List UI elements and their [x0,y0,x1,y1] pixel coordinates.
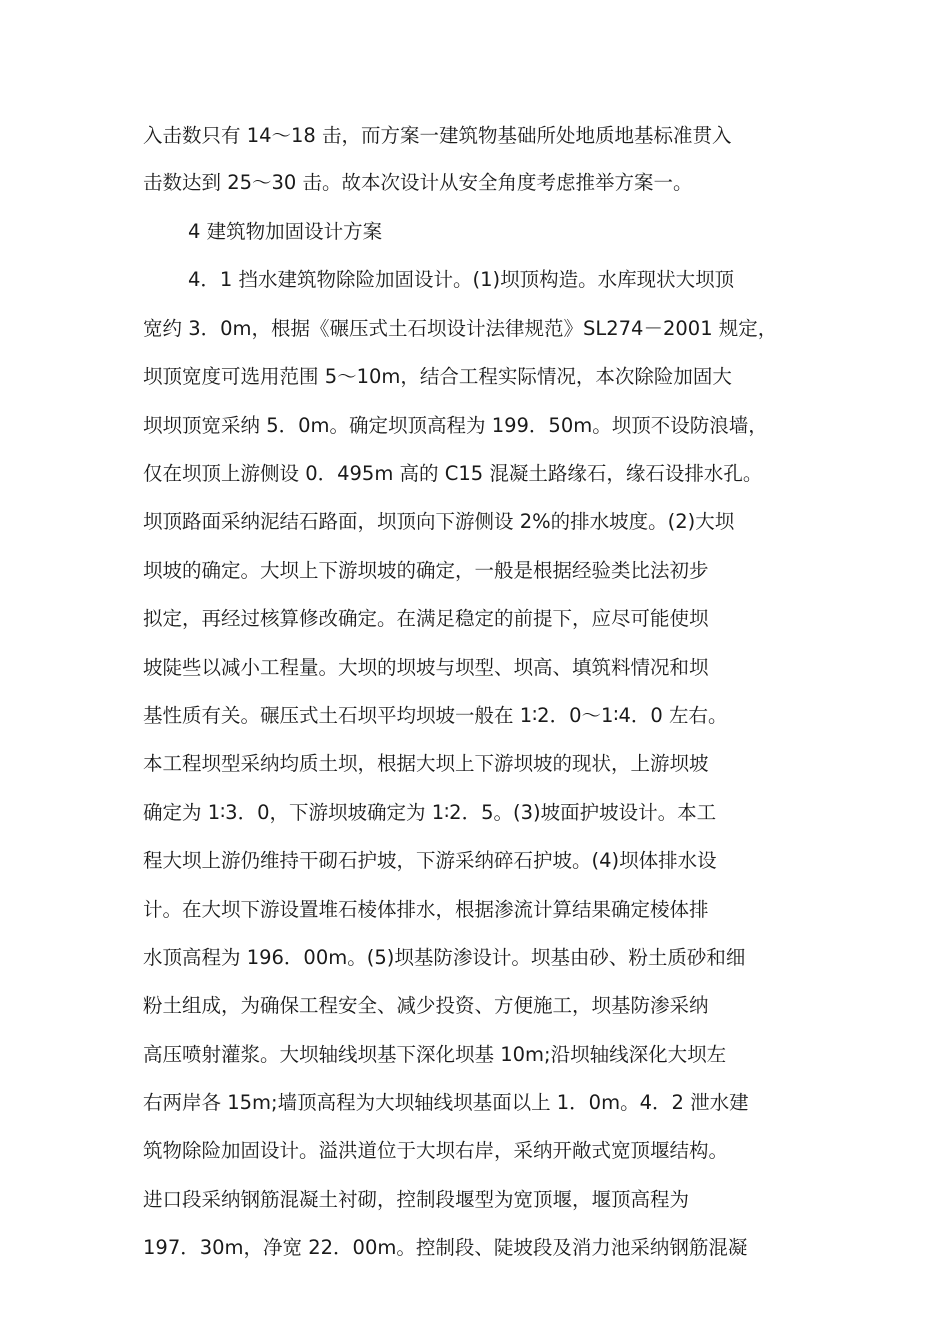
text-line: 程大坝上游仍维持干砌石护坡，下游采纳碎石护坡。(4)坝体排水设 [143,849,717,872]
text-line: 坝顶宽度可选用范围 5～10m，结合工程实际情况，本次除险加固大 [143,365,732,388]
text-line: 确定为 1∶3．0，下游坝坡确定为 1∶2．5。(3)坡面护坡设计。本工 [143,801,717,824]
text-line: 仅在坝顶上游侧设 0．495m 高的 C15 混凝土路缘石，缘石设排水孔。 [143,462,763,485]
text-line: 筑物除险加固设计。溢洪道位于大坝右岸，采纳开敞式宽顶堰结构。 [143,1139,729,1162]
text-line: 粉土组成，为确保工程安全、减少投资、方便施工，坝基防渗采纳 [143,994,709,1017]
text-line: 拟定，再经过核算修改确定。在满足稳定的前提下，应尽可能使坝 [143,607,709,630]
text-line: 本工程坝型采纳均质土坝，根据大坝上下游坝坡的现状，上游坝坡 [143,752,709,775]
text-line: 右两岸各 15m;墙顶高程为大坝轴线坝基面以上 1．0m。4．2 泄水建 [143,1091,749,1114]
text-line: 坝坡的确定。大坝上下游坝坡的确定，一般是根据经验类比法初步 [143,559,709,582]
section-heading: 4 建筑物加固设计方案 [188,220,383,243]
text-line: 进口段采纳钢筋混凝土衬砌，控制段堰型为宽顶堰，堰顶高程为 [143,1188,690,1211]
text-line: 197．30m，净宽 22．00m。控制段、陡坡段及消力池采纳钢筋混凝 [143,1236,748,1259]
text-line: 高压喷射灌浆。大坝轴线坝基下深化坝基 10m;沿坝轴线深化大坝左 [143,1043,727,1066]
text-line: 入击数只有 14～18 击，而方案一建筑物基础所处地质地基标准贯入 [143,124,732,147]
text-line: 坝坝顶宽采纳 5．0m。确定坝顶高程为 199．50m。坝顶不设防浪墙， [143,414,768,437]
text-line: 坡陡些以减小工程量。大坝的坝坡与坝型、坝高、填筑料情况和坝 [143,656,709,679]
text-line: 基性质有关。碾压式土石坝平均坝坡一般在 1∶2．0～1∶4．0 左右。 [143,704,728,727]
text-line: 击数达到 25～30 击。故本次设计从安全角度考虑推举方案一。 [143,171,693,194]
text-line: 计。在大坝下游设置堆石棱体排水，根据渗流计算结果确定棱体排 [143,898,709,921]
text-line: 4．1 挡水建筑物除险加固设计。(1)坝顶构造。水库现状大坝顶 [188,268,735,291]
text-line: 坝顶路面采纳泥结石路面，坝顶向下游侧设 2%的排水坡度。(2)大坝 [143,510,735,533]
text-line: 宽约 3．0m，根据《碾压式土石坝设计法律规范》SL274－2001 规定， [143,317,778,340]
text-line: 水顶高程为 196．00m。(5)坝基防渗设计。坝基由砂、粉土质砂和细 [143,946,746,969]
